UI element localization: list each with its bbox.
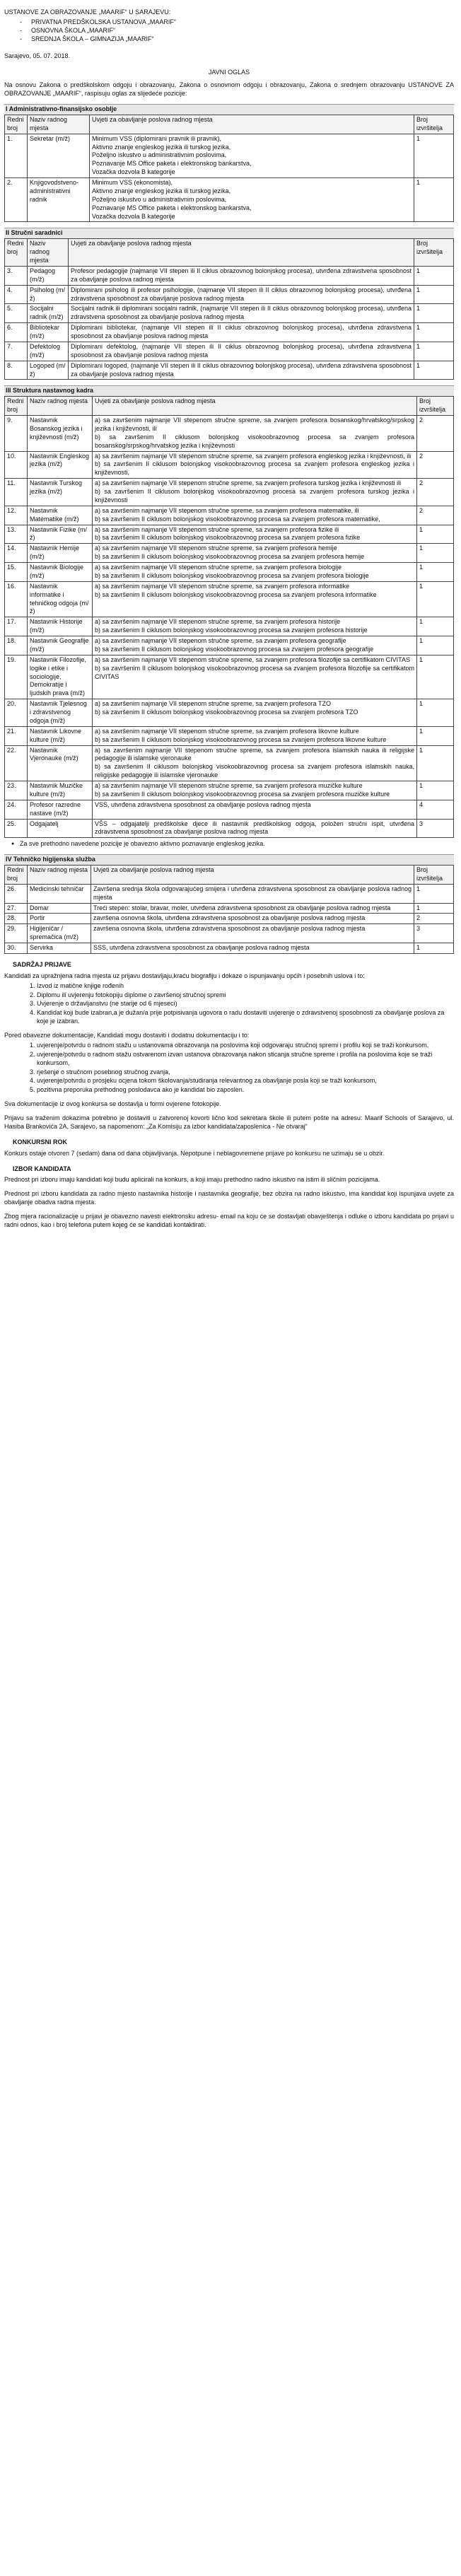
position-name: Medicinski tehničar xyxy=(28,884,91,903)
position-conditions: Minimum VSS (ekonomista), Aktivno znanje engleskog jezika ili turskog jezika, Poželjno iskustvo u administrativnim poslovima, Poznavanje MS Office paketa i elektronskog bankarstva, Vozačka dozvola B kategorije xyxy=(90,178,414,222)
table-row xyxy=(5,323,454,342)
additional-document-item: 2. uvjerenje/potvrdu o radnom stažu ostvarenom izvan ustanova obrazovanja nakon sticanja stručne spreme i profila na poslovima koje se traži konkursom, xyxy=(37,1051,454,1068)
table-row xyxy=(5,451,454,479)
position-count: 1 xyxy=(417,781,454,800)
table-row xyxy=(5,819,454,838)
position-name: Defektolog (m/ž) xyxy=(28,342,69,361)
table-row xyxy=(5,544,454,563)
row-number: 23. xyxy=(5,781,28,800)
position-name: Sekretar (m/ž) xyxy=(28,134,90,177)
col-name-header: Naziv radnog mjesta xyxy=(28,397,93,416)
position-count: 1 xyxy=(414,903,454,914)
english-requirement-note: ● Za sve prethodno navedene pozicije je obavezno aktivno poznavanje engleskog jezika. xyxy=(20,840,454,849)
col-count-header: Broj izvršitelja xyxy=(414,866,454,885)
required-document-item: 1. Izvod iz matične knjige rođenih xyxy=(37,982,454,991)
row-number: 27. xyxy=(5,903,28,914)
position-count: 1 xyxy=(414,304,454,323)
table-row xyxy=(5,726,454,745)
table-row xyxy=(5,361,454,380)
table-header-row xyxy=(5,115,454,134)
position-conditions: a) sa završenim najmanje VII stepenom stručne spreme, sa zvanjem profesora engleskog jezika i književnosti, ili b) sa završenim II ciklusom bolonjskog visokoobrazovnog procesa sa zvanjem profesora engleskog jezika i književnosti, xyxy=(93,451,417,479)
col-count-header: Broj izvršitelja xyxy=(414,115,454,134)
position-count: 1 xyxy=(417,617,454,636)
position-conditions: a) sa završenim najmanje VII stepenom stručne spreme, sa zvanjem profesora geografije b) sa završenim II ciklusom bolonjskog visokoobrazovnog procesa sa zvanjem profesora geografije xyxy=(93,636,417,655)
col-name-header: Naziv radnog mjesta xyxy=(28,239,69,267)
position-name: Servirka xyxy=(28,943,91,954)
position-count: 2 xyxy=(414,914,454,924)
position-name: Nastavnik Turskog jezika (m/ž) xyxy=(28,479,93,506)
position-name: Nastavnik informatike i tehničkog odgoja (m/ž) xyxy=(28,581,93,617)
row-number: 16. xyxy=(5,581,28,617)
position-name: Profesor razredne nastave (m/ž) xyxy=(28,800,93,819)
position-conditions: Završena srednja škola odgovarajućeg smijera i utvrđena zdravstvena sposobnost za obavljanje poslova radnog mjesta xyxy=(91,884,414,903)
row-number: 6. xyxy=(5,323,28,342)
position-count: 1 xyxy=(417,726,454,745)
section-1-rows xyxy=(5,134,454,222)
position-count: 1 xyxy=(417,745,454,781)
deadline-heading: KONKURSNI ROK xyxy=(13,1138,68,1146)
position-name: Nastavnik Fizike (m/ž) xyxy=(28,525,93,544)
col-name-header: Naziv radnog mjesta xyxy=(28,866,91,885)
additional-document-item: 1. uvjerenje/potvrdu o radnom stažu u ustanovama obrazovanja na poslovima koji odgovaraju stručnoj spremi i profilu koji se traži konkursom, xyxy=(37,1042,454,1050)
table-row xyxy=(5,342,454,361)
position-conditions: a) sa završenim najmanje VII stepenom stručne spreme, sa zvanjem profesora islamskih nauka ili religijske pedagogije ili islamske vjeronauke b) sa završenim II ciklusom bolonjskog visokoobrazovnog procesa sa zvanjem profesora islamskih nauka, religijske pedagogije ili islamske vjeronauke xyxy=(93,745,417,781)
position-conditions: a) sa završenim najmanje VII stepenom stručne spreme, sa zvanjem profesora turskog jezika i književnosti ili b) sa završenim II ciklusom bolonjskog visokoobrazovnog procesa sa zvanjem profesora turskog jezika i književnosti xyxy=(93,479,417,506)
section-3-rows xyxy=(5,416,454,838)
delivery-instructions: Prijavu sa traženim dokazima potrebno je dostaviti u zatvorenoj kovorti lično kod sekretara škole ili putem pošte na adresu: Maarif Schools of Sarajevo, ul. Hasiba Brankovića 2A, Sarajevo, sa napomenom: „Za Komisiju za izbor kandidata/zaposlenica - Ne otvaraj“ xyxy=(4,1114,454,1130)
row-number: 29. xyxy=(5,924,28,943)
position-count: 1 xyxy=(414,285,454,304)
table-row xyxy=(5,924,454,943)
position-conditions: a) sa završenim najmanje VII stepenom stručne spreme, sa zvanjem profesora historije b) sa završenim II ciklusom bolonjskog visokoobrazovnog procesa sa zvanjem profesora historije xyxy=(93,617,417,636)
position-conditions: Diplomirani bibliotekar, (najmanje VII stepen ili II ciklus obrazovnog bolonjskog procesa), utvrđena zdravstvena sposobnost za obavljanje poslova radnog mjesta xyxy=(69,323,414,342)
table-row xyxy=(5,903,454,914)
col-name-header: Naziv radnog mjesta xyxy=(28,115,90,134)
unit-item: - PRIVATNA PREDŠKOLSKA USTANOVA „MAARIF“ xyxy=(18,18,454,27)
row-number: 28. xyxy=(5,914,28,924)
table-row xyxy=(5,655,454,699)
row-number: 4. xyxy=(5,285,28,304)
position-name: Nastavnik Biologije (m/ž) xyxy=(28,563,93,582)
position-count: 2 xyxy=(417,506,454,525)
table-row xyxy=(5,266,454,285)
row-number: 19. xyxy=(5,655,28,699)
position-count: 1 xyxy=(414,884,454,903)
table-row xyxy=(5,178,454,222)
table-row xyxy=(5,943,454,954)
row-number: 24. xyxy=(5,800,28,819)
position-conditions: a) sa završenim najmanje VII stepenom stručne spreme, sa zvanjem profesora likovne kulture b) sa završenim II ciklusom bolonjskog visokoobrazovnog procesa sa zvanjem profesora likovne kulture xyxy=(93,726,417,745)
table-header-row xyxy=(5,866,454,885)
table-row xyxy=(5,800,454,819)
col-no-header: Redni broj xyxy=(5,239,28,267)
position-name: Nastavnik Vjeronauke (m/ž) xyxy=(28,745,93,781)
col-conditions-header: Uvjeti za obavljanje poslova radnog mjesta xyxy=(90,115,414,134)
position-count: 2 xyxy=(417,479,454,506)
section-4-rows xyxy=(5,884,454,953)
position-conditions: a) sa završenim najmanje VII stepenom stručne spreme, sa zvanjem profesora hemije b) sa završenim II ciklusom bolonjskog visokoobrazovnog procesa sa zvanjem profesora hemije xyxy=(93,544,417,563)
document-date: Sarajevo, 05. 07. 2018. xyxy=(4,52,71,59)
additional-document-item: 3. rješenje o stručnom posebnog stručnog zvanja, xyxy=(37,1068,454,1077)
col-count-header: Broj izvršitelja xyxy=(414,239,454,267)
institution-name: USTANOVE ZA OBRAZOVANJE „MAARIF“ U SARAJEVU: xyxy=(4,8,171,16)
table-row xyxy=(5,416,454,452)
position-count: 2 xyxy=(417,416,454,452)
required-document-item: 4. Kandidat koji bude izabran,a je dužan/a prije potpisivanja ugovora o radu dostaviti uvjerenje o zdravstvenoj sposobnosti za obavljanje poslova za koje je izabran. xyxy=(37,1009,454,1026)
table-row xyxy=(5,884,454,903)
table-header-row xyxy=(5,397,454,416)
row-number: 18. xyxy=(5,636,28,655)
position-name: Nastavnik Tjelesnog i zdravstvenog odgoja (m/ž) xyxy=(28,699,93,727)
position-count: 1 xyxy=(414,323,454,342)
table-row xyxy=(5,134,454,177)
required-document-item: 2. Diplomu ili uvjerenju fotokopiju diplome o završenoj stručnoj spremi xyxy=(37,991,454,1000)
table-row xyxy=(5,699,454,727)
row-number: 26. xyxy=(5,884,28,903)
position-name: Logoped (m/ž) xyxy=(28,361,69,380)
position-name: Nastavnik Muzičke kulture (m/ž) xyxy=(28,781,93,800)
position-name: Portir xyxy=(28,914,91,924)
position-conditions: VSS, utvrđena zdravstvena sposobnost za obavljanje poslova radnog mjesta xyxy=(93,800,417,819)
deadline-text: Konkurs ostaje otvoren 7 (sedam) dana od dana objavljivanja. Nepotpune i neblagovremene prijave po konkursu ne uzimaju se u obzir. xyxy=(4,1149,385,1157)
position-name: Nastavnik Bosanskog jezika i književnosti (m/ž) xyxy=(28,416,93,452)
position-name: Pedagog (m/ž) xyxy=(28,266,69,285)
position-name: Psiholog (m/ž) xyxy=(28,285,69,304)
application-content-heading: SADRŽAJ PRIJAVE xyxy=(13,960,71,968)
position-count: 1 xyxy=(417,544,454,563)
position-conditions: a) sa završenim najmanje VII stepenom stručne spreme, sa zvanjem profesora filozofije sa certifikatom CIVITAS b) sa završenim II ciklusom bolonjskog visokoobrazovnog procesa sa zvanjem profesora filozofije sa certifikatom CIVITAS xyxy=(93,655,417,699)
position-name: Knjigovodstveno-administrativni radnik xyxy=(28,178,90,222)
unit-item: - OSNOVNA ŠKOLA „MAARIF“ xyxy=(18,27,454,35)
letterhead xyxy=(4,8,454,98)
row-number: 20. xyxy=(5,699,28,727)
intro-paragraph: Na osnovu Zakona o predškolskom odgoju i obrazovanju, Zakona o osnovnom odgoju i obrazovanju, Zakona o srednjem obrazovanju USTANOVE ZA OBRAZOVANJE „MAARIF“, raspisuju oglas za slijedeće pozicije: xyxy=(4,81,454,98)
position-conditions: Diplomirani defektolog, (najmanje VII stepen ili II ciklus obrazovnog bolonjskog procesa), utvrđena zdravstvena sposobnost za obavljanje poslova radnog mjesta xyxy=(69,342,414,361)
position-conditions: Minimum VSS (diplomirani pravnik ili pravnik), Aktivno znanje engleskog jezika ili turskog jezika, Poželjno iskustvo u administrativnim poslovima, Poznavanje MS Office paketa i elektronskog bankarstva, Vozačka dozvola B kategorije xyxy=(90,134,414,177)
row-number: 1. xyxy=(5,134,28,177)
position-conditions: a) sa završenim najmanje VII stepenom stručne spreme, sa zvanjem profesora informatike b) sa završenim II ciklusom bolonjskog visokoobrazovnog procesa sa zvanjem profesora informatike xyxy=(93,581,417,617)
position-name: Nastavnik Hemije (m/ž) xyxy=(28,544,93,563)
position-count: 1 xyxy=(414,178,454,222)
table-row xyxy=(5,636,454,655)
section-2-table xyxy=(4,238,454,380)
position-name: Odgajatelj xyxy=(28,819,93,838)
position-conditions: a) sa završenim najmanje VII stepenom stručne spreme, sa zvanjem profesora biologije b) sa završenim II ciklusom bolonjskog visokoobrazovnog procesa sa zvanjem profesora biologije xyxy=(93,563,417,582)
position-name: Socijalni radnik (m/ž) xyxy=(28,304,69,323)
position-count: 1 xyxy=(414,134,454,177)
position-count: 1 xyxy=(417,563,454,582)
position-name: Higijeničar / spremačica (m/ž) xyxy=(28,924,91,943)
position-conditions: Profesor pedagogije (najmanje VII stepen ili II ciklus obrazovnog bolonjskog procesa), utvrđena zdravstvena sposobnost za obavljanje poslova radnog mjesta xyxy=(69,266,414,285)
position-name: Nastavnik Historije (m/ž) xyxy=(28,617,93,636)
col-count-header: Broj izvršitelja xyxy=(417,397,454,416)
position-count: 1 xyxy=(414,943,454,954)
position-conditions: a) sa završenim najmanje VII stepenom stručne spreme, sa zvanjem profesora bosanskog/hrvatskog/srpskog jezika i književnosti, ili b) sa završenim II ciklusom bolonjskog visokoobrazovnog procesa sa zvanjem profesora bosanskog/srpskog/hrvatskog jezika i književnosti xyxy=(93,416,417,452)
row-number: 5. xyxy=(5,304,28,323)
position-name: Nastavnik Filozofije, logike i etike i sociologije, Demokratije i ljudskih prava (m/ž) xyxy=(28,655,93,699)
required-document-item: 3. Uvjerenje o državljanstvu (ne starije od 6 mjeseci) xyxy=(37,1000,454,1008)
position-conditions: a) sa završenim najmanje VII stepenom stručne spreme, sa zvanjem profesora fizike ili b) sa završenim II ciklusom bolonjskog visokoobrazovnog procesa sa zvanjem profesora fizike xyxy=(93,525,417,544)
row-number: 15. xyxy=(5,563,28,582)
position-count: 1 xyxy=(414,342,454,361)
row-number: 14. xyxy=(5,544,28,563)
position-conditions: završena osnovna škola, utvrđena zdravstvena sposobnost za obavljanje poslova radnog mjesta xyxy=(91,914,414,924)
row-number: 17. xyxy=(5,617,28,636)
additional-document-item: 5. pozitivna preporuka prethodnog poslodavca ako je kandidat bio zaposlen. xyxy=(37,1086,454,1095)
table-row xyxy=(5,285,454,304)
row-number: 22. xyxy=(5,745,28,781)
unit-item: - SREDNJA ŠKOLA – GIMNAZIJA „MAARIF“ xyxy=(18,35,454,44)
row-number: 7. xyxy=(5,342,28,361)
position-conditions: a) sa završenim najmanje VII stepenom stručne spreme, sa zvanjem profesora TZO b) sa završenim II ciklusom bolonjskog visokoobrazovnog procesa sa zvanjem profesora TZO xyxy=(93,699,417,727)
table-row xyxy=(5,563,454,582)
selection-paragraph: Prednost pri izboru imaju kandidati koji budu aplicirali na konkurs, a koji imaju prethodno radno iskustvo na istim ili sličnim pozicijama. xyxy=(4,1176,380,1184)
row-number: 12. xyxy=(5,506,28,525)
row-number: 25. xyxy=(5,819,28,838)
position-name: Nastavnik Matematike (m/ž) xyxy=(28,506,93,525)
position-conditions: a) sa završenim najmanje VII stepenom stručne spreme, sa zvanjem profesora muzičke kulture b) sa završenim II ciklusom bolonjskog visokoobrazovnog procesa sa zvanjem profesora muzičke kulture xyxy=(93,781,417,800)
position-conditions: Diplomirani psiholog ili profesor psihologije, (najmanje VII stepen ili II ciklus obrazovnog bolonjskog procesa), utvrđena zdravstvena sposobnost za obavljanje poslova radnog mjesta xyxy=(69,285,414,304)
application-intro: Kandidati za upražnjena radna mjesta uz prijavu dostavljaju,kraću biografiju i dokaze o ispunjavanju općih i posebnih uslova i to: xyxy=(4,972,365,979)
position-conditions: a) sa završenim najmanje VII stepenom stručne spreme, sa zvanjem profesora matematike, ili b) sa završenim II ciklusom bolonjskog visokoobrazovnog procesa sa zvanjem profesora matematike, xyxy=(93,506,417,525)
position-conditions: Diplomirani logoped, (najmanje VII stepen ili II ciklus obrazovnog bolonjskog procesa), utvrđena zdravstvena sposobnost za obavljanje poslova radnog mjesta xyxy=(69,361,414,380)
col-no-header: Redni broj xyxy=(5,115,28,134)
section-1-title: I Administrativno-finansijsko osoblje xyxy=(4,104,454,115)
table-row xyxy=(5,525,454,544)
row-number: 10. xyxy=(5,451,28,479)
section-3-table xyxy=(4,396,454,838)
position-conditions: VŠS – odgajatelji predškolske djece ili nastavnik predškolskog odgoja, položen stručni ispit, utvrđena zdravstvena sposobnost za obavljanje poslova radnog mjesta xyxy=(93,819,417,838)
row-number: 13. xyxy=(5,525,28,544)
certified-copies-note: Sva dokumentacije iz ovog konkursa se dostavlja u formi ovjerene fotokopije. xyxy=(4,1100,221,1108)
row-number: 8. xyxy=(5,361,28,380)
section-4-title: IV Tehničko higijenska služba xyxy=(4,854,454,865)
additional-documents-intro: Pored obavezne dokumentacije, Kandidati mogu dostaviti i dodatnu dokumentaciju i to: xyxy=(4,1032,250,1039)
position-count: 1 xyxy=(417,581,454,617)
position-count: 4 xyxy=(417,800,454,819)
row-number: 21. xyxy=(5,726,28,745)
row-number: 2. xyxy=(5,178,28,222)
position-count: 1 xyxy=(414,266,454,285)
col-conditions-header: Uvjeti za obavljanje poslova radnog mjesta xyxy=(93,397,417,416)
table-row xyxy=(5,745,454,781)
row-number: 30. xyxy=(5,943,28,954)
position-conditions: završena osnovna škola, utvrđena zdravstvena sposobnost za obavljanje poslova radnog mjesta xyxy=(91,924,414,943)
row-number: 3. xyxy=(5,266,28,285)
row-number: 9. xyxy=(5,416,28,452)
section-4-table xyxy=(4,865,454,954)
position-name: Nastavnik Geografije (m/ž) xyxy=(28,636,93,655)
document-title: JAVNI OGLAS xyxy=(208,69,250,76)
row-number: 11. xyxy=(5,479,28,506)
position-count: 2 xyxy=(417,451,454,479)
table-row xyxy=(5,581,454,617)
selection-paragraph: Zbog mjera racionalizacije u prijavi je obavezno navesti elektronsku adresu- email na koju će se dostavljati obavještenja i odluke o izboru kandidata po prijavi u radni odnos, kao i broj telefona putem kojeg će se kandidati kontaktirati. xyxy=(4,1213,454,1228)
table-header-row xyxy=(5,239,454,267)
table-row xyxy=(5,617,454,636)
position-name: Nastavnik Engleskog jezika (m/ž) xyxy=(28,451,93,479)
col-no-header: Redni broj xyxy=(5,397,28,416)
position-name: Domar xyxy=(28,903,91,914)
table-row xyxy=(5,781,454,800)
section-3-title: III Struktura nastavnog kadra xyxy=(4,385,454,396)
position-count: 1 xyxy=(417,655,454,699)
position-name: Bibliotekar (m/ž) xyxy=(28,323,69,342)
col-no-header: Redni broj xyxy=(5,866,28,885)
required-documents-list xyxy=(4,982,454,1026)
table-row xyxy=(5,506,454,525)
additional-documents-list xyxy=(4,1042,454,1095)
position-count: 3 xyxy=(417,819,454,838)
additional-document-item: 4. uvjerenje/potvrdu o prosjeku ocjena tokom školovanja/studiranja relevantnog za obavljanje posla koji se traži konkursom, xyxy=(37,1077,454,1085)
position-count: 1 xyxy=(417,525,454,544)
position-conditions: Socijalni radnik ili diplomirani socijalni radnik, (najmanje VII stepen ili II ciklus obrazovnog bolonjskog procesa), utvrđena zdravstvena sposobnost za obavljanje poslova radnog mjesta xyxy=(69,304,414,323)
selection-paragraph: Prednost pri izboru kandidata za radno mjesto nastavnika historije i nastavnika geografije, bez obzira na radno iskustvo, ima kandidat koji ispunjava uvjete za obavljanje obadva radna mjesta. xyxy=(4,1190,454,1206)
position-name: Nastavnik Likovne kulture (m/ž) xyxy=(28,726,93,745)
col-conditions-header: Uvjeti za obavljanje poslova radnog mjesta xyxy=(91,866,414,885)
position-count: 1 xyxy=(414,361,454,380)
position-count: 3 xyxy=(414,924,454,943)
selection-heading: IZBOR KANDIDATA xyxy=(13,1165,71,1172)
section-2-title: II Stručni saradnici xyxy=(4,228,454,238)
section-2-rows xyxy=(5,266,454,380)
col-conditions-header: Uvjeti za obavljanje poslova radnog mjesta xyxy=(69,239,414,267)
position-conditions: SSS, utvrđena zdravstvena sposobnost za obavljanje poslova radnog mjesta xyxy=(91,943,414,954)
position-count: 1 xyxy=(417,636,454,655)
table-row xyxy=(5,914,454,924)
table-row xyxy=(5,304,454,323)
table-row xyxy=(5,479,454,506)
section-1-table xyxy=(4,115,454,223)
position-count: 1 xyxy=(417,699,454,727)
unit-list xyxy=(4,18,454,44)
position-conditions: Treći stepen: stolar, bravar, moler, utvrđena zdravstvena sposobnost za obavljanje poslova radnog mjesta xyxy=(91,903,414,914)
